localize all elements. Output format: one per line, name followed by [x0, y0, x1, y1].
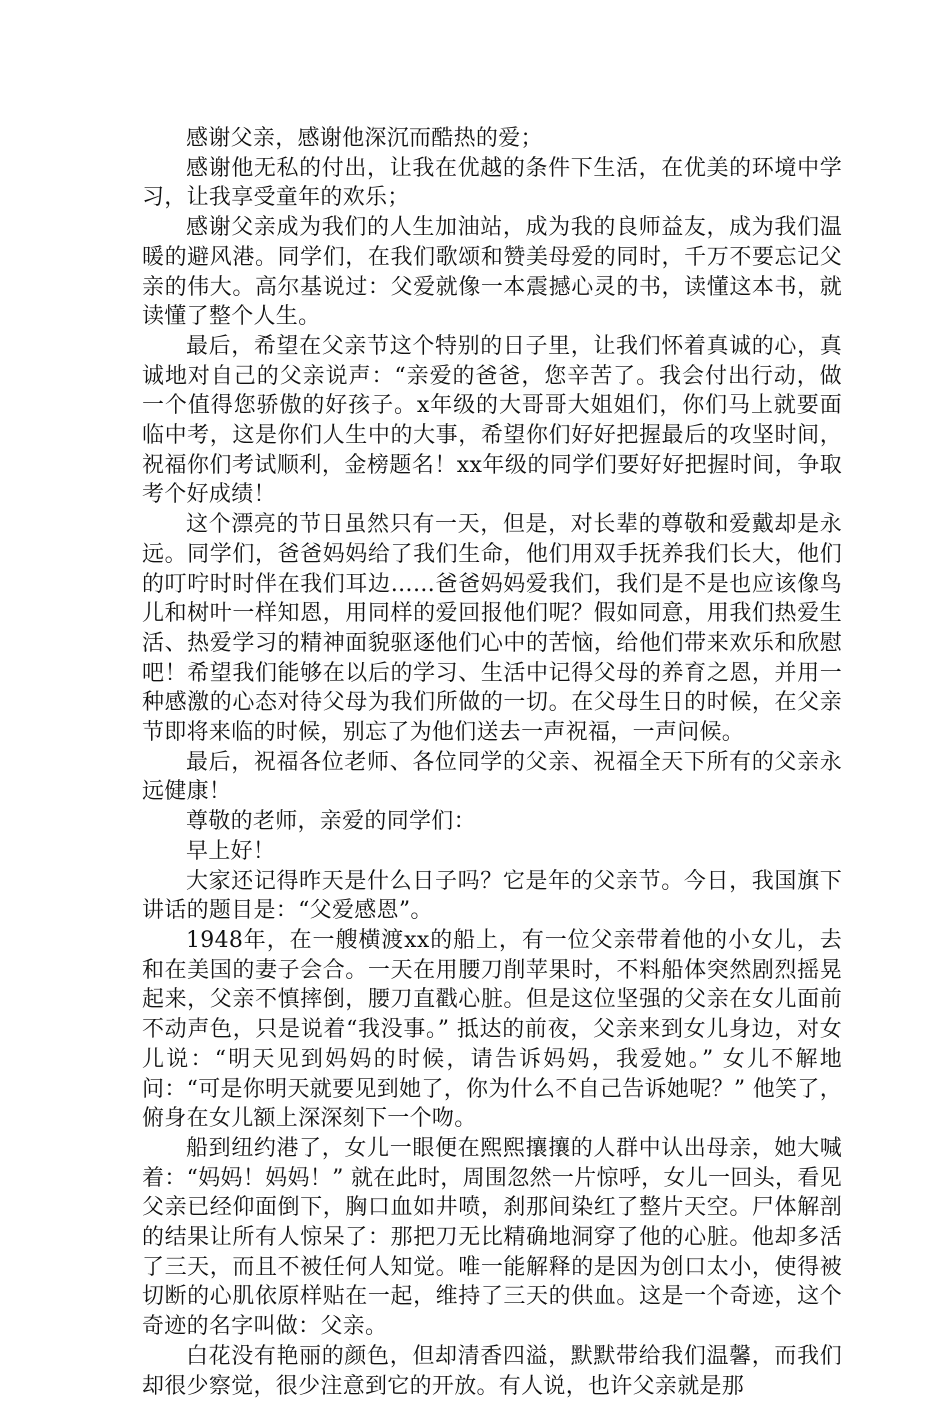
paragraph: 最后，希望在父亲节这个特别的日子里，让我们怀着真诚的心，真诚地对自己的父亲说声：“亲爱的爸爸，您辛苦了。我会付出行动，做一个值得您骄傲的好孩子。x年级的大哥哥大姐姐们，你们马上就要面临中考，这是你们人生中的大事，希望你们好好把握最后的攻坚时间，祝福你们考试顺利，金榜题名！xx年级的同学们要好好把握时间，争取考个好成绩！ — [142, 333, 842, 508]
greeting-line: 早上好！ — [186, 838, 276, 864]
document-body — [142, 124, 842, 1401]
paragraph: 感谢父亲，感谢他深沉而酷热的爱； — [186, 126, 543, 151]
paragraph: 大家还记得昨天是什么日子吗？它是年的父亲节。今日，我国旗下讲话的题目是：“父爱感恩”。 — [142, 868, 842, 924]
paragraph: 感谢他无私的付出，让我在优越的条件下生活，在优美的环境中学习，让我享受童年的欢乐； — [142, 155, 842, 211]
paragraph: 这个漂亮的节日虽然只有一天，但是，对长辈的尊敬和爱戴却是永远。同学们，爸爸妈妈给了我们生命，他们用双手抚养我们长大，他们的叮咛时时伴在我们耳边……爸爸妈妈爱我们，我们是不是也应该像鸟儿和树叶一样知恩，用同样的爱回报他们呢？假如同意，用我们热爱生活、热爱学习的精神面貌驱逐他们心中的苦恼，给他们带来欢乐和欣慰吧！希望我们能够在以后的学习、生活中记得父母的养育之恩，并用一种感激的心态对待父母为我们所做的一切。在父母生日的时候，在父亲节即将来临的时候，别忘了为他们送去一声祝福，一声问候。 — [142, 512, 842, 746]
paragraph: 最后，祝福各位老师、各位同学的父亲、祝福全天下所有的父亲永远健康！ — [142, 749, 842, 805]
paragraph: 感谢父亲成为我们的人生加油站，成为我的良师益友，成为我们温暖的避风港。同学们，在我们歌颂和赞美母爱的同时，千万不要忘记父亲的伟大。高尔基说过：父爱就像一本震撼心灵的书，读懂这本书，就读懂了整个人生。 — [142, 215, 842, 330]
paragraph: 白花没有艳丽的颜色，但却清香四溢，默默带给我们温馨，而我们却很少察觉，很少注意到它的开放。有人说，也许父亲就是那 — [142, 1343, 842, 1399]
greeting-line: 尊敬的老师，亲爱的同学们： — [186, 809, 476, 835]
paragraph: 船到纽约港了，女儿一眼便在熙熙攘攘的人群中认出母亲，她大喊着：“妈妈！妈妈！” 就在此时，周围忽然一片惊呼，女儿一回头，看见父亲已经仰面倒下，胸口血如井喷，刹那间染红了整片天空。尸体解剖的结果让所有人惊呆了：那把刀无比精确地洞穿了他的心脏。他却多活了三天，而且不被任何人知觉。唯一能解释的是因为创口太小，使得被切断的心肌依原样贴在一起，维持了三天的供血。这是一个奇迹，这个奇迹的名字叫做：父亲。 — [142, 1135, 842, 1340]
paragraph: 1948年，在一艘横渡xx的船上，有一位父亲带着他的小女儿，去和在美国的妻子会合。一天在用腰刀削苹果时，不料船体突然剧烈摇晃起来，父亲不慎摔倒，腰刀直戳心脏。但是这位坚强的父亲在女儿面前不动声色，只是说着“我没事。” 抵达的前夜，父亲来到女儿身边，对女儿说：“明天见到妈妈的时候，请告诉妈妈，我爱她。” 女儿不解地问：“可是你明天就要见到她了，你为什么不自己告诉她呢？” 他笑了，俯身在女儿额上深深刻下一个吻。 — [142, 927, 842, 1132]
